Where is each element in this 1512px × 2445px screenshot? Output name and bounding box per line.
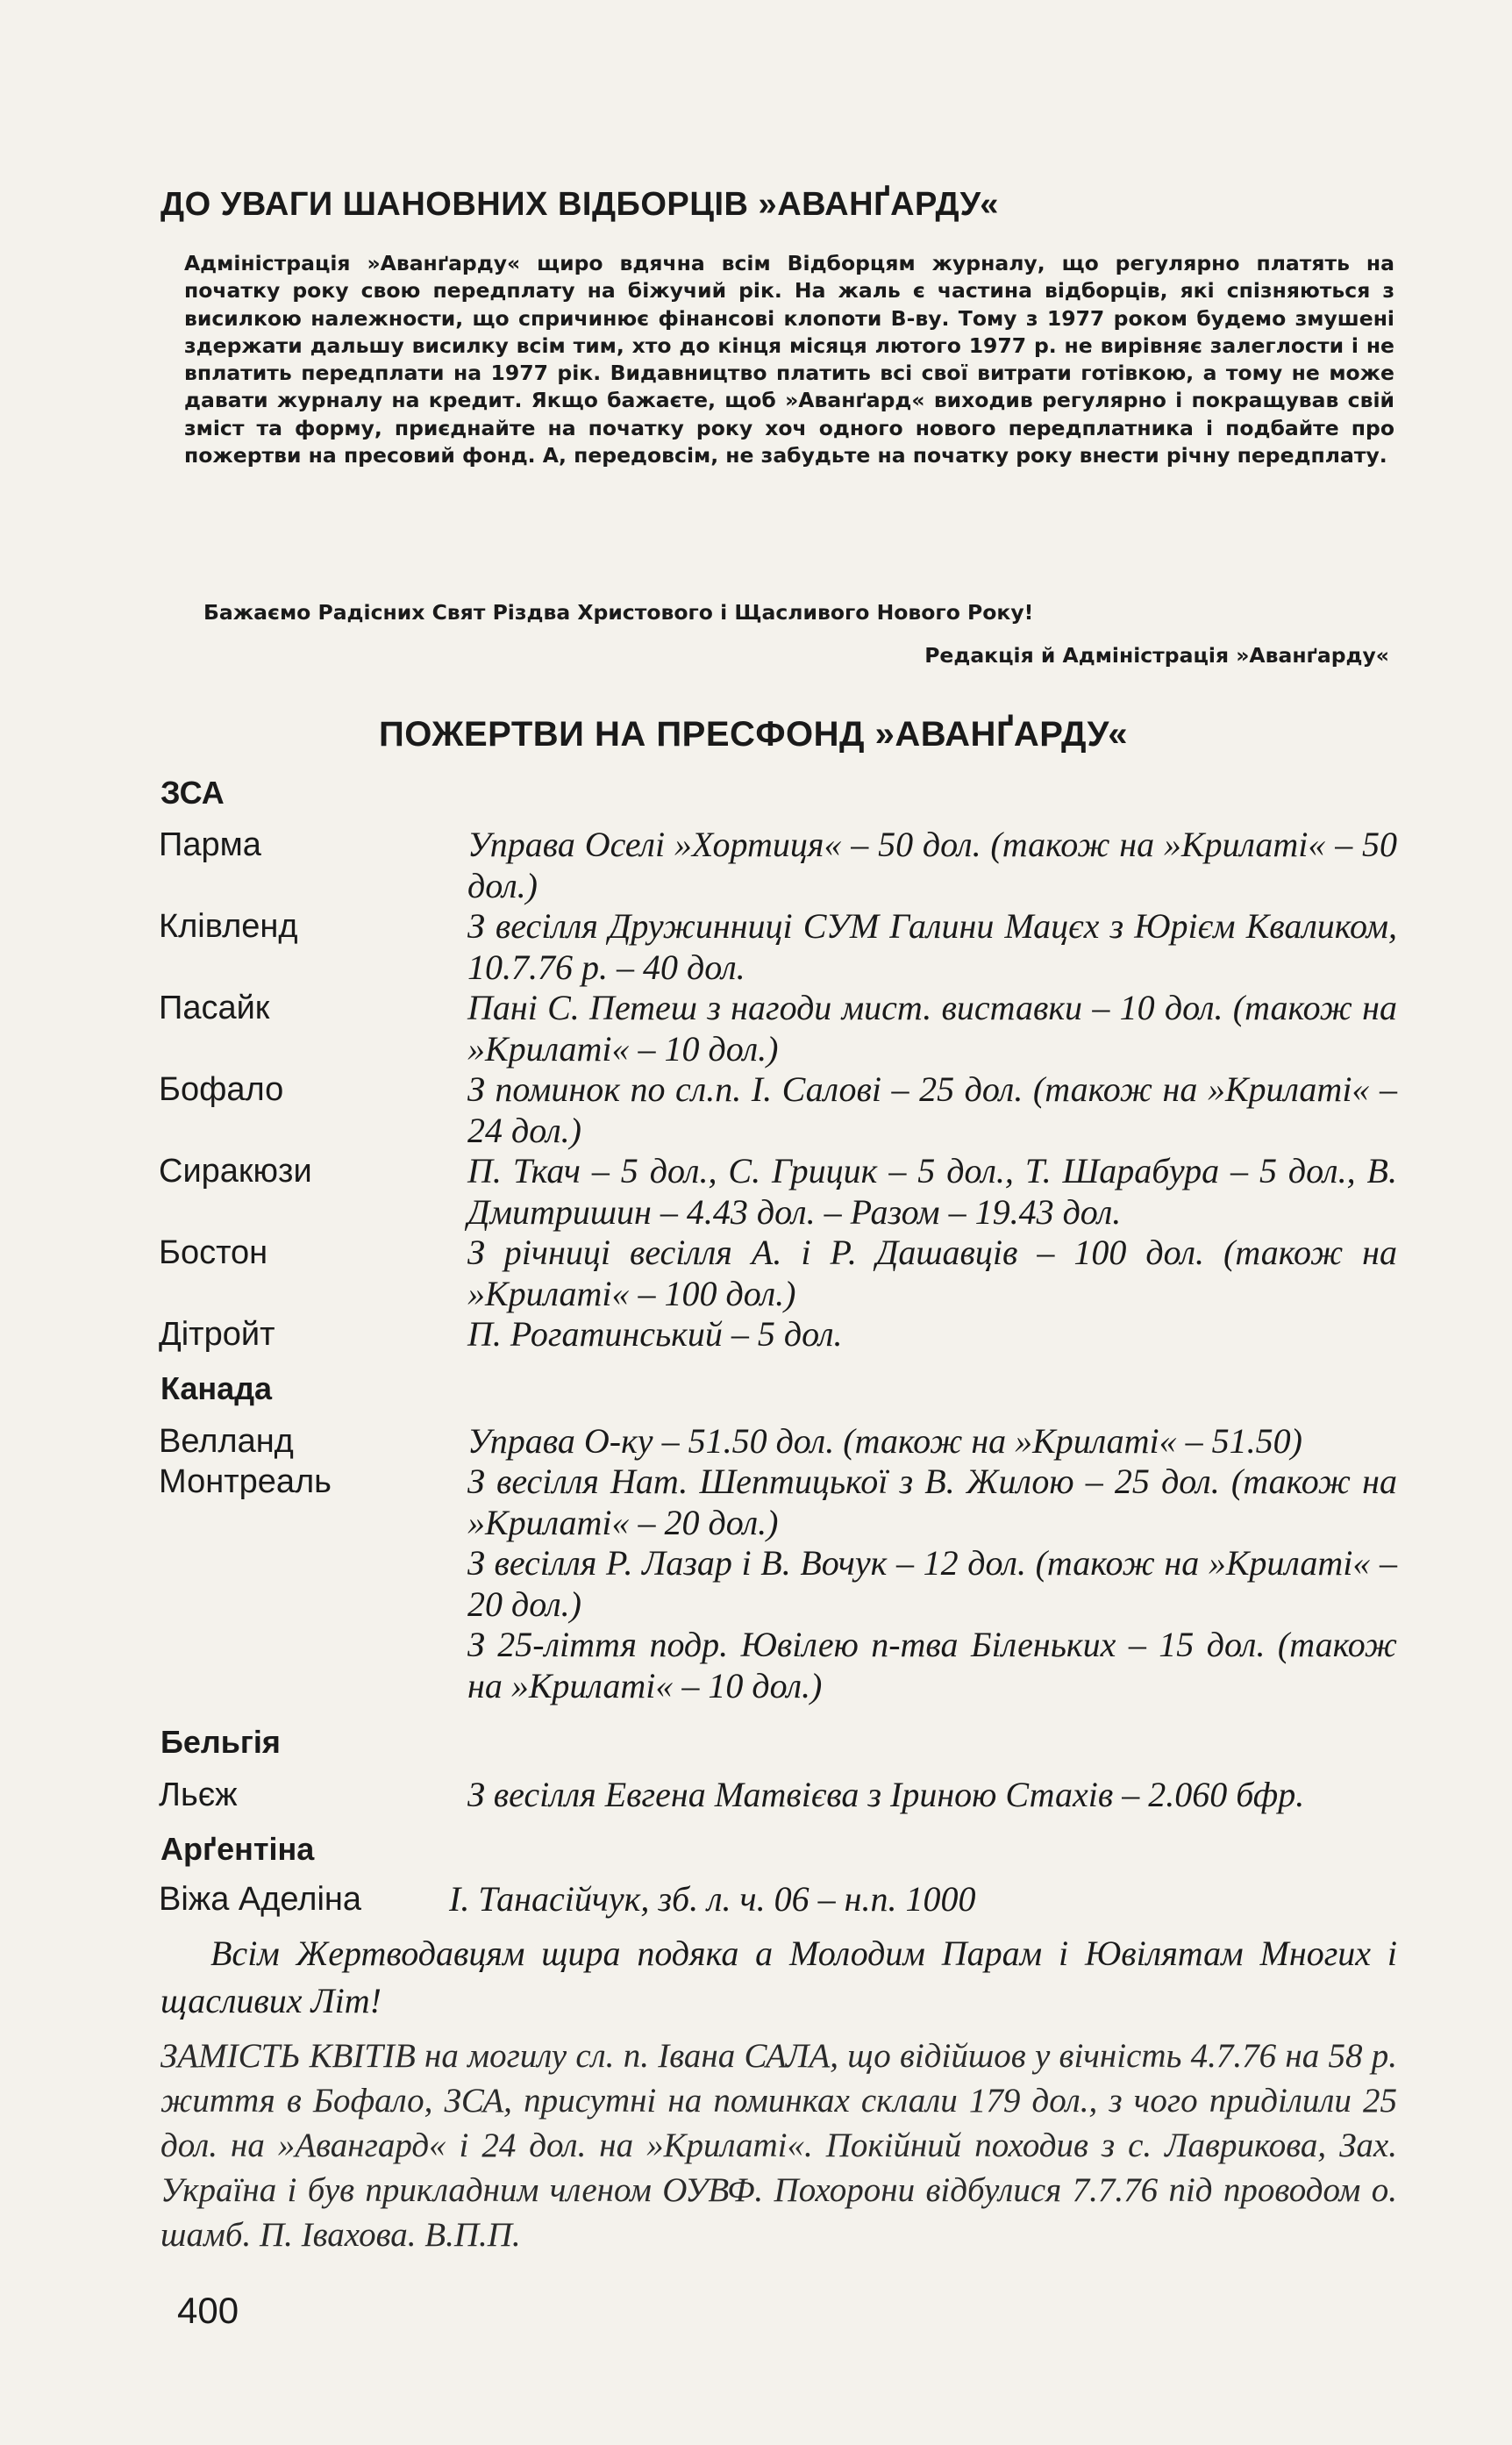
country-argentina: Арґентіна (160, 1831, 315, 1867)
entry-passaic: Пані С. Петеш з нагоди мист. виставки – 10 дол. (також на »Крилаті« – 10 дол.) (467, 988, 1397, 1069)
notice-body: Адміністрація »Аванґарду« щиро вдячна всім Відборцям журналу, що регулярно платять на початку року свою передплату на біжучий рік. На жаль є частина відборців, які спізняються з висилкою належности, що спричинює фінансові клопоти В-ву. Тому з 1977 роком будемо змушені здержати дальшу висилку всім тим, хто до кінця місяця лютого 1977 р. не вирівняє залеглости і не вплатить передплати на 1977 рік. Видавництво платить всі свої витрати готівкою, а тому не може давати журналу на кредит. Якщо бажаєте, щоб »Аванґард« виходив регулярно і покращував свій зміст та форму, приєднайте на початку року хоч одного нового передплатника і подбайте про пожертви на пресовий фонд. А, передовсім, не забудьте на початку року внести річну передплату. (184, 251, 1394, 468)
page-number: 400 (177, 2290, 239, 2331)
city-montreal: Монтреаль (159, 1463, 332, 1500)
entry-montreal-1: З весілля Нат. Шептицької з В. Жилою – 25 дол. (також на »Крилаті« – 20 дол.) (467, 1462, 1397, 1542)
country-belgium: Бельгія (160, 1724, 281, 1760)
city-syracuse: Сиракюзи (159, 1153, 312, 1190)
notice-greeting: Бажаємо Радісних Свят Різдва Христового і Щасливого Нового Року! (203, 600, 1034, 625)
city-buffalo: Бофало (159, 1071, 284, 1108)
notice-title: ДО УВАГИ ШАНОВНИХ ВІДБОРЦІВ »АВАНҐАРДУ« (160, 186, 999, 223)
city-parma: Парма (159, 826, 261, 863)
memorial-paragraph: ЗАМІСТЬ КВІТІВ на могилу сл. п. Івана САЛА, що відійшов у вічність 4.7.76 на 58 р. життя в Бофало, ЗСА, присутні на поминках склали 179 дол., з чого придiлили 25 дол. на »Авангард« і 24 дол. на »Крилаті«. Покійний походив з с. Лаврикова, Зах. Україна і був прикладним членом ОУВФ. Похорони відбулися 7.7.76 під проводом о. шамб. П. Івахова. В.П.П. (160, 2037, 1397, 2254)
city-passaic: Пасайк (159, 990, 270, 1026)
city-boston: Бостон (159, 1234, 268, 1271)
thanks-paragraph: Всім Жертводавцям щира подяка а Молодим Парам і Ювілятам Многих і щасливих Літ! (160, 1934, 1397, 2020)
city-cleveland: Клівленд (159, 908, 298, 945)
city-detroit: Дітройт (159, 1316, 275, 1353)
city-welland: Велланд (159, 1423, 294, 1460)
entry-syracuse: П. Ткач – 5 дол., С. Грицик – 5 дол., Т. Шарабура – 5 дол., В. Дмитришин – 4.43 дол. – Разом – 19.43 дол. (467, 1151, 1397, 1232)
entry-montreal-2: З весілля Р. Лазар і В. Вочук – 12 дол. (також на »Крилаті« – 20 дол.) (467, 1543, 1397, 1624)
notice-signature: Редакція й Адміністрація »Аванґарду« (924, 643, 1389, 668)
entry-buffalo: З поминок по сл.п. І. Салові – 25 дол. (також на »Крилаті« – 24 дол.) (467, 1069, 1397, 1150)
entry-cleveland: З весілля Дружинниці СУМ Галини Мацєх з Юрієм Кваликом, 10.7.76 р. – 40 дол. (467, 906, 1397, 987)
entry-montreal-3: З 25-ліття подр. Ювілею п-тва Біленьких – 15 дол. (також на »Крилаті« – 10 дол.) (467, 1625, 1397, 1705)
entry-boston: З річниці весілля А. і Р. Дашавців – 100 дол. (також на »Крилаті« – 100 дол.) (467, 1233, 1397, 1313)
entry-welland: Управа О-ку – 51.50 дол. (також на »Крилаті« – 51.50) (467, 1421, 1302, 1461)
city-villa-adelina: Віжа Аделіна (159, 1881, 362, 1918)
entry-parma: Управа Оселі »Хортиця« – 50 дол. (також на »Крилаті« – 50 дол.) (467, 825, 1397, 905)
entry-liege: З весілля Евгена Матвієва з Іриною Стахів – 2.060 бфр. (467, 1775, 1305, 1814)
entry-villa-adelina: І. Танасійчук, зб. л. ч. 06 – н.п. 1000 (449, 1879, 976, 1919)
country-usa: ЗСА (160, 775, 225, 811)
city-liege: Льєж (159, 1777, 238, 1813)
entry-detroit: П. Рогатинський – 5 дол. (467, 1314, 843, 1354)
country-canada: Канада (160, 1370, 273, 1406)
fund-title: ПОЖЕРТВИ НА ПРЕСФОНД »АВАНҐАРДУ« (379, 715, 1129, 754)
